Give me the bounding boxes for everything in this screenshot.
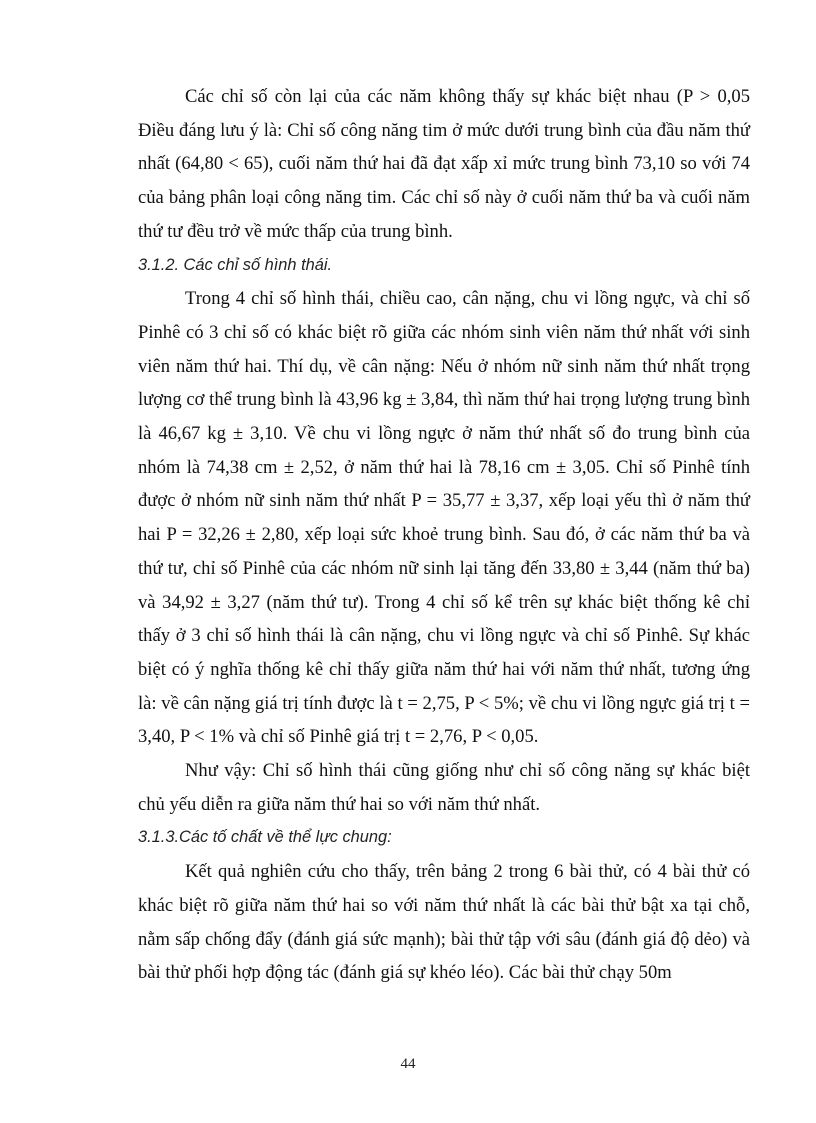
section-heading-3-1-2: 3.1.2. Các chỉ số hình thái. (138, 255, 333, 274)
page-number: 44 (400, 1056, 416, 1072)
paragraph-morphology-conclusion: Như vậy: Chỉ số hình thái cũng giống như chỉ số công năng sự khác biệt chủ yếu diễn ra giữa năm thứ hai so với năm thứ nhất. (138, 760, 750, 815)
section-heading-3-1-3: 3.1.3.Các tố chất về thể lực chung: (138, 828, 392, 847)
paragraph-morphology-indices: Trong 4 chỉ số hình thái, chiều cao, cân nặng, chu vi lồng ngực, và chỉ số Pinhê có 3 chỉ số có khác biệt rõ giữa các nhóm sinh viên năm thứ nhất với sinh viên năm thứ hai. Thí dụ, về cân nặng: Nếu ở nhóm nữ sinh năm thứ nhất trọng lượng cơ thể trung bình là 43,96 kg ± 3,84, thì năm thứ hai trọng lượng trung bình là 46,67 kg ± 3,10. Về chu vi lồng ngực ở năm thứ nhất số đo trung bình của nhóm là 74,38 cm ± 2,52, ở năm thứ hai là 78,16 cm ± 3,05. Chỉ số Pinhê tính được ở nhóm nữ sinh năm thứ nhất P = 35,77 ± 3,37, xếp loại yếu thì ở năm thứ hai P = 32,26 ± 2,80, xếp loại sức khoẻ trung bình. Sau đó, ở các năm thứ ba và thứ tư, chỉ số Pinhê của các nhóm nữ sinh lại tăng đến 33,80 ± 3,44 (năm thứ ba) và 34,92 ± 3,27 (năm thứ tư). Trong 4 chỉ số kể trên sự khác biệt thống kê chỉ thấy ở 3 chỉ số hình thái là cân nặng, chu vi lồng ngực và chỉ số Pinhê. Sự khác biệt có ý nghĩa thống kê chỉ thấy giữa năm thứ hai với năm thứ nhất, tương ứng là: về cân nặng giá trị tính được là t = 2,75, P < 5%; về chu vi lồng ngực giá trị t = 3,40, P < 1% và chỉ số Pinhê giá trị t = 2,76, P < 0,05. (138, 288, 750, 748)
page-body (138, 80, 750, 990)
paragraph-fitness-results: Kết quả nghiên cứu cho thấy, trên bảng 2 trong 6 bài thử, có 4 bài thử có khác biệt rõ giữa năm thứ hai so với năm thứ nhất là các bài thử bật xa tại chỗ, nằm sấp chống đẩy (đánh giá sức mạnh); bài thử tập với sâu (đánh giá độ dẻo) và bài thử phối hợp động tác (đánh giá sự khéo léo). Các bài thử chạy 50m (138, 861, 750, 984)
paragraph-cardiac-summary: Các chỉ số còn lại của các năm không thấy sự khác biệt nhau (P > 0,05 Điều đáng lưu ý là: Chỉ số công năng tim ở mức dưới trung bình của đầu năm thứ nhất (64,80 < 65), cuối năm thứ hai đã đạt xấp xỉ mức trung bình 73,10 so với 74 của bảng phân loại công năng tim. Các chỉ số này ở cuối năm thứ ba và cuối năm thứ tư đều trở về mức thấp của trung bình. (138, 86, 750, 242)
